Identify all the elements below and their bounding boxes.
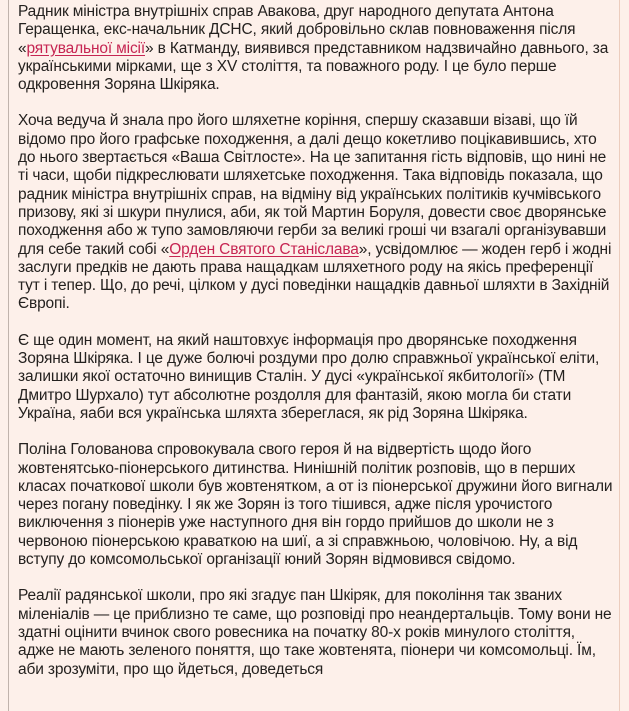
paragraph — [18, 3, 614, 94]
inline-link[interactable]: рятувальної місії — [26, 39, 145, 57]
left-rule — [8, 0, 9, 711]
paragraph — [18, 587, 614, 678]
paragraph-text: Радник міністра внутрішніх справ Авакова, друг народного депутата Антона Геращенка, екс-начальник ДСНС, який добровільно склав повноваження після « — [18, 3, 576, 57]
article-body — [18, 3, 614, 697]
paragraph-text: » в Катманду, виявився представником надзвичайно давнього, за українськими мірками, ще з XV століття, та поважного роду. І це було перше одкровення Зоряна Шкіряка. — [18, 39, 609, 94]
paragraph — [18, 441, 614, 569]
paragraph-text: Хоча ведуча й знала про його шляхетне коріння, спершу сказавши візаві, що їй відомо про його графське походження, а далі дещо кокетливо поцікавившись, хто до нього звертається «Ваша Світлосте». На це запитання гість відповів, що нині не ті часи, щоби підкреслювати шляхетське походження. Така відповідь показала, що радник міністра внутрішніх справ, на відміну від українських політиків кучмівського призову, які зі шкури пнулися, аби, як той Мартин Боруля, довести своє дворянське походження або ж тупо замовляючи герби за великі гроші чи взагалі організувавши для себе такий собі « — [18, 112, 607, 258]
paragraph-text: Є ще один момент, на який наштовхує інформація про дворянське походження Зоряна Шкіряка. І це дуже болючі роздуми про долю справжньої української еліти, залишки якої остаточно винищив Сталін. У дусі «української якбитології» (ТМ Дмитро Шурхало) тут абсолютне роздолля для фантазій, якою могла би стати Україна, яаби вся українська шляхта збереглася, як рід Зоряна Шкіряка. — [18, 331, 600, 422]
right-rule — [619, 0, 620, 711]
inline-link[interactable]: Орден Святого Станіслава — [169, 240, 359, 258]
paragraph-text: », усвідомлює — жоден герб і жодні заслуги предків не дають права нащадкам шляхетного роду на якісь преференції тут і тепер. Що, до речі, цілком у дусі поведінки нащадків давньої шляхти в Західній Європі. — [18, 240, 612, 313]
paragraph — [18, 112, 614, 313]
paragraph — [18, 332, 614, 423]
paragraph-text: Реалії радянської школи, про які згадує пан Шкіряк, для покоління так званих міленіалів — це приблизно те саме, що розповіді про неандертальців. Тому вони не здатні оцінити вчинок свого ровесника на початку 80-х років минулого століття, адже не мають зеленого поняття, що таке жовтенята, піонери чи комсомольці. Їм, аби зрозуміти, про що йдеться, доведеться — [18, 587, 612, 678]
paragraph-text: Поліна Голованова спровокувала свого героя й на відвертість щодо його жовтенятсько-піонерського дитинства. Нинішній політик розповів, що в перших класах початкової школи був жовтенятком, а от із піонерської дружини його вигнали через погану поведінку. І як же Зорян із того тішився, адже після урочистого виключення з піонерів уже наступного дня він гордо прийшов до школи не з червоною піонерською краваткою на шиї, а зі справжньою, чоловічою. Ну, а від вступу до комсомольської організації юний Зорян відмовився свідомо. — [18, 441, 613, 569]
